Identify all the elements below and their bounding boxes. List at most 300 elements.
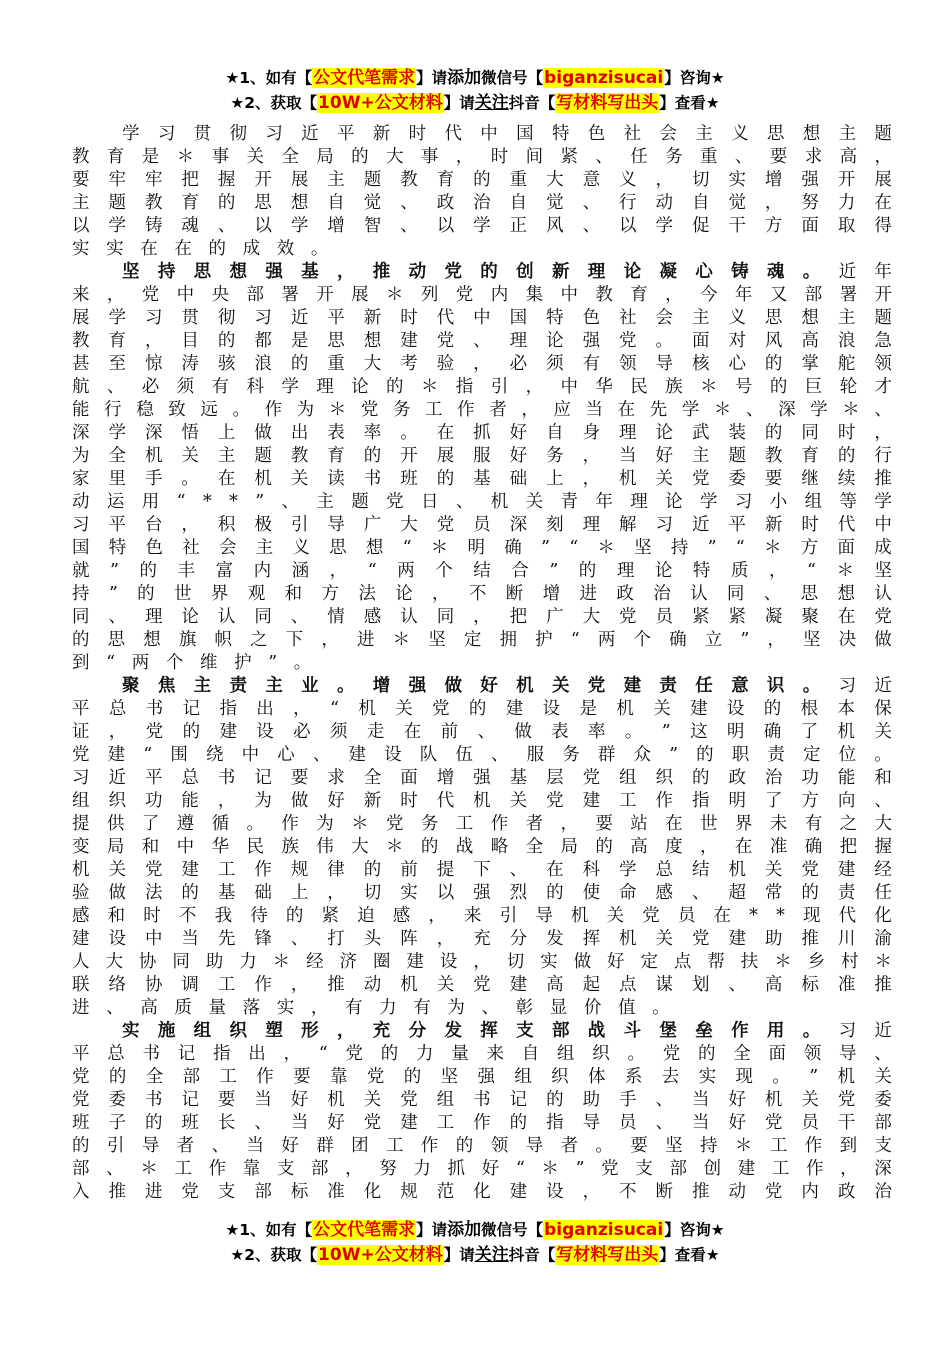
body-char: 实 — [698, 1067, 717, 1087]
body-char: 和 — [874, 768, 892, 788]
body-char: 社 — [619, 308, 637, 328]
body-char: 确 — [669, 630, 687, 650]
body-char: 协 — [138, 952, 157, 972]
heading-char: 强 — [408, 676, 427, 696]
body-char: 好 — [327, 1113, 345, 1133]
body-char: 主 — [255, 538, 274, 558]
body-char: 指 — [219, 699, 237, 719]
body-char: 内 — [490, 285, 509, 305]
body-char: 局 — [560, 837, 578, 857]
body-char: 考 — [400, 354, 418, 374]
body-char: 论 — [351, 377, 369, 397]
body-char: 教 — [595, 285, 613, 305]
body-char: 设 — [542, 699, 561, 719]
body-char: 广 — [363, 515, 382, 535]
body-char: 面 — [691, 331, 710, 351]
body-char: 为 — [296, 400, 315, 420]
body-char: 工 — [219, 1067, 237, 1087]
body-char: 的 — [363, 446, 382, 466]
body-char: 下 — [473, 860, 491, 880]
body-char: 间 — [525, 147, 544, 167]
body-char: 遵 — [176, 814, 195, 834]
body-char: 育 — [436, 170, 455, 190]
body-char: 、 — [655, 1113, 673, 1133]
body-char: 部 — [246, 285, 264, 305]
body-char: 。 — [655, 331, 673, 351]
body-char: 特 — [108, 538, 127, 558]
body-char: 法 — [358, 584, 376, 604]
body-char: 色 — [587, 124, 606, 144]
body-char: 族 — [281, 837, 299, 857]
body-char: 组 — [514, 1067, 532, 1087]
body-char: 悟 — [181, 423, 199, 443]
body-char: 村 — [841, 952, 859, 972]
body-char: 作 — [281, 814, 299, 834]
body-char: 党 — [473, 975, 491, 995]
body-char: 工 — [455, 814, 474, 834]
body-char: 党 — [619, 331, 637, 351]
body-char: 。 — [772, 1067, 790, 1087]
body-char: 党 — [601, 1159, 619, 1179]
heading-char: 魂 — [766, 262, 785, 282]
body-char: 、 — [734, 147, 753, 167]
body-char: 经 — [874, 860, 892, 880]
body-char: 学 — [108, 423, 126, 443]
body-char: 政 — [728, 768, 746, 788]
body-char: 点 — [619, 975, 637, 995]
top-banner — [0, 66, 950, 116]
body-char: 代 — [837, 515, 856, 535]
body-char: 的 — [595, 837, 613, 857]
body-char: 建 — [348, 745, 366, 765]
body-char: 责 — [767, 745, 785, 765]
body-char: 推 — [801, 929, 819, 949]
body-char: 深 — [778, 400, 796, 420]
body-char: 想 — [363, 331, 382, 351]
body-char: “ — [367, 561, 377, 581]
body-char: 央 — [211, 285, 230, 305]
body-char: 理 — [582, 515, 601, 535]
body-char: 建 — [406, 952, 424, 972]
body-line — [72, 169, 892, 192]
body-char: 动 — [72, 492, 90, 512]
body-char: 务 — [392, 400, 411, 420]
body-char: 认 — [217, 607, 236, 627]
banner-text: 】请 — [416, 69, 448, 87]
heading-char: 推 — [372, 262, 391, 282]
heading-char: 用 — [766, 1021, 785, 1041]
body-char: ， — [582, 469, 601, 489]
body-char: 使 — [582, 883, 601, 903]
body-char: 记 — [182, 699, 201, 719]
body-char: 觉 — [546, 193, 564, 213]
heading-char: 动 — [408, 262, 427, 282]
body-char: 民 — [630, 377, 648, 397]
body-char: 党 — [141, 285, 160, 305]
body-char: 大 — [386, 147, 404, 167]
body-char: 党 — [181, 1182, 199, 1202]
body-char: 推 — [108, 1182, 126, 1202]
body-char: 党 — [837, 1090, 856, 1110]
body-char: 党 — [764, 1113, 783, 1133]
heading-char: 责 — [229, 676, 247, 696]
body-char: 工 — [217, 860, 236, 880]
heading-char: 作 — [731, 1021, 749, 1041]
body-char: 点 — [673, 952, 692, 972]
body-char: 甚 — [72, 354, 90, 374]
body-char: 务 — [665, 147, 683, 167]
body-char: 断 — [505, 584, 524, 604]
banner-text: 】请 — [443, 94, 475, 112]
body-char: 结 — [473, 561, 491, 581]
body-line — [72, 790, 892, 813]
body-char: 色 — [582, 308, 601, 328]
banner-emphasis: 添加 — [447, 1220, 482, 1240]
body-char: 当 — [691, 1090, 710, 1110]
body-char: 设 — [256, 722, 274, 742]
body-char: 者 — [525, 814, 544, 834]
body-char: 智 — [363, 216, 382, 236]
heading-char: 建 — [623, 676, 642, 696]
body-char: 关 — [108, 860, 126, 880]
body-char: 这 — [690, 722, 708, 742]
body-char: 党 — [691, 929, 710, 949]
body-char: 高 — [801, 331, 819, 351]
body-char: 局 — [106, 837, 125, 857]
body-char: 坚 — [803, 630, 821, 650]
body-char: 主 — [837, 308, 856, 328]
body-line — [72, 1066, 892, 1089]
body-char: 题 — [874, 308, 892, 328]
body-line — [72, 1158, 892, 1181]
body-char: 、 — [217, 216, 236, 236]
body-char: 的 — [696, 745, 714, 765]
banner-text: ★1、如有【 — [225, 69, 313, 87]
body-char: 习 — [655, 515, 673, 535]
body-char: 总 — [108, 699, 127, 719]
body-char: 功 — [144, 791, 163, 811]
body-char: 习 — [72, 768, 90, 788]
body-char: 重 — [327, 354, 345, 374]
body-char: 工 — [771, 1159, 790, 1179]
body-char: 当 — [290, 1113, 309, 1133]
body-line — [72, 560, 892, 583]
body-line — [72, 422, 892, 445]
body-char: 机 — [570, 906, 589, 926]
body-char: 轮 — [839, 377, 858, 397]
body-char: 大 — [105, 952, 123, 972]
banner-highlight: 写材料写出头 — [556, 93, 659, 113]
body-char: 觉 — [728, 193, 746, 213]
body-char: 运 — [106, 492, 125, 512]
heading-char: 形 — [301, 1021, 319, 1041]
body-char: 党 — [801, 860, 819, 880]
body-char: 思 — [107, 630, 126, 650]
body-char: 定 — [803, 745, 821, 765]
body-char: ＊ — [351, 814, 369, 834]
body-char: 的 — [386, 377, 404, 397]
body-char: 出 — [256, 699, 274, 719]
body-line — [72, 1020, 892, 1043]
body-char: 聚 — [801, 607, 819, 627]
body-char: 任 — [874, 883, 892, 903]
body-char: 待 — [250, 906, 268, 926]
body-line-text: 进、高质量落实，有力有为、彰显价值。 — [72, 998, 687, 1018]
body-char: 层 — [546, 768, 564, 788]
body-char: 界 — [210, 584, 229, 604]
body-char: 员 — [677, 906, 696, 926]
body-char: 领 — [619, 354, 637, 374]
body-char: 明 — [467, 538, 486, 558]
heading-char: 部 — [551, 1021, 570, 1041]
body-char: 题 — [108, 193, 126, 213]
body-char: 迫 — [357, 906, 375, 926]
body-line — [72, 836, 892, 859]
body-char: ， — [840, 1159, 858, 1179]
body-char: 论 — [655, 423, 673, 443]
body-char: 到 — [839, 1136, 858, 1156]
body-char: 育 — [327, 446, 345, 466]
banner-text: ★2、获取【 — [230, 94, 318, 112]
body-char: ， — [329, 561, 348, 581]
body-char: 义 — [619, 170, 637, 190]
body-char: 党 — [436, 515, 455, 535]
body-char: 关 — [874, 1067, 892, 1087]
body-char: 面 — [837, 538, 855, 558]
heading-char: 做 — [444, 676, 462, 696]
body-line — [72, 238, 892, 261]
body-char: 众 — [633, 745, 651, 765]
body-line — [72, 330, 892, 353]
body-char: 做 — [290, 791, 309, 811]
heading-char: 铸 — [731, 262, 749, 282]
body-char: 部 — [874, 1113, 892, 1133]
body-char: 伍 — [455, 745, 473, 765]
banner-text: 】咨询★ — [664, 69, 725, 87]
body-char: 风 — [764, 331, 783, 351]
body-char: 当 — [691, 1113, 710, 1133]
banner-emphasis: 添加 — [447, 68, 482, 88]
body-char: 做 — [874, 630, 892, 650]
body-char: 的 — [290, 354, 309, 374]
body-char: 教 — [72, 331, 90, 351]
body-char: 关 — [395, 699, 413, 719]
body-char: 理 — [509, 331, 528, 351]
body-char: 署 — [839, 285, 858, 305]
body-line — [72, 468, 892, 491]
body-char: 大 — [546, 170, 564, 190]
body-char: 合 — [511, 561, 529, 581]
body-char: 表 — [551, 722, 569, 742]
body-char: 新 — [764, 515, 783, 535]
body-char: 时 — [408, 124, 427, 144]
body-char: 事 — [420, 147, 439, 167]
body-char: 服 — [473, 446, 491, 466]
body-char: 围 — [170, 745, 188, 765]
heading-char: 主 — [265, 676, 283, 696]
body-char: 建 — [690, 699, 708, 719]
body-char: ＊ — [140, 1159, 158, 1179]
heading-char: 挥 — [480, 1021, 498, 1041]
body-char: 主 — [838, 124, 857, 144]
body-char: 的 — [380, 1044, 399, 1064]
body-line — [72, 675, 892, 698]
body-char: 华 — [211, 837, 230, 857]
heading-char: 主 — [193, 676, 212, 696]
body-char: 建 — [400, 331, 418, 351]
body-char: 机 — [619, 929, 637, 949]
body-char: 变 — [72, 837, 90, 857]
body-char: 的 — [181, 883, 199, 903]
body-char: 丰 — [177, 561, 196, 581]
body-char: 同 — [801, 423, 819, 443]
body-char: 基 — [217, 883, 236, 903]
body-char: 基 — [509, 768, 528, 788]
body-char: 教 — [400, 170, 418, 190]
body-char: 引 — [106, 1136, 125, 1156]
body-char: 了 — [141, 814, 160, 834]
body-char: 家 — [72, 469, 90, 489]
body-char: 的 — [473, 170, 491, 190]
body-char: 渝 — [874, 929, 892, 949]
body-char: 验 — [72, 883, 90, 903]
body-char: 党 — [386, 814, 404, 834]
body-char: 继 — [801, 469, 819, 489]
body-char: 族 — [665, 377, 683, 397]
body-char: “ — [330, 699, 339, 719]
body-char: 感 — [363, 607, 382, 627]
body-char: 深 — [144, 423, 163, 443]
body-char: 又 — [769, 285, 788, 305]
body-line — [72, 192, 892, 215]
body-char: 建 — [72, 929, 90, 949]
body-char: 以 — [436, 883, 455, 903]
body-char: 促 — [691, 216, 710, 236]
body-char: 国 — [72, 538, 90, 558]
body-line — [72, 1043, 892, 1066]
body-char: 。 — [595, 1136, 613, 1156]
body-char: 全 — [363, 768, 382, 788]
body-char: ＊ — [734, 1136, 753, 1156]
body-char: 、 — [254, 1113, 272, 1133]
body-char: 在 — [874, 193, 892, 213]
banner-text: 】请 — [416, 1221, 448, 1239]
body-char: “ — [143, 745, 153, 765]
body-char: 增 — [542, 584, 561, 604]
body-char: 机 — [400, 975, 418, 995]
body-char: 想 — [837, 584, 855, 604]
body-char: 得 — [874, 216, 892, 236]
body-char: 指 — [455, 377, 474, 397]
body-char: 关 — [801, 1090, 819, 1110]
body-char: 助 — [205, 952, 224, 972]
body-char: 解 — [619, 515, 637, 535]
body-char: 团 — [351, 1136, 369, 1156]
body-char: 好 — [327, 791, 345, 811]
body-char: 以 — [436, 216, 455, 236]
body-char: 在 — [217, 469, 236, 489]
body-char: 子 — [108, 1113, 126, 1133]
body-char: 好 — [509, 446, 528, 466]
body-char: 掌 — [801, 354, 819, 374]
body-char: 阵 — [400, 929, 418, 949]
body-char: 年 — [874, 262, 892, 282]
body-char: 当 — [585, 400, 603, 420]
body-char: 署 — [281, 285, 299, 305]
body-char: 须 — [330, 722, 348, 742]
body-char: 织 — [551, 1067, 569, 1087]
body-char: 党 — [642, 906, 660, 926]
body-char: 引 — [499, 906, 518, 926]
body-char: 组 — [436, 1090, 455, 1110]
body-char: 责 — [837, 883, 856, 903]
body-char: 帮 — [707, 952, 725, 972]
body-char: “ — [569, 538, 579, 558]
body-char: 上 — [546, 469, 564, 489]
body-char: 规 — [400, 1182, 418, 1202]
body-char: 坚 — [874, 561, 892, 581]
body-char: 会 — [218, 538, 237, 558]
body-char: 。 — [246, 814, 264, 834]
heading-char: 机 — [516, 676, 534, 696]
heading-char: 的 — [480, 262, 498, 282]
body-char: 在 — [713, 906, 732, 926]
body-char: 全 — [525, 837, 544, 857]
body-char: 平 — [72, 1044, 90, 1064]
body-char: 靠 — [330, 1067, 348, 1087]
body-char: 为 — [72, 446, 90, 466]
body-char: 切 — [363, 883, 382, 903]
body-char: 领 — [490, 1136, 509, 1156]
body-char: 有 — [804, 814, 823, 834]
body-char: 作 — [490, 814, 509, 834]
body-char: 日 — [421, 492, 439, 512]
body-char: 同 — [72, 607, 90, 627]
body-char: ＊ — [272, 952, 291, 972]
body-char: 在 — [734, 837, 753, 857]
body-char: 总 — [655, 860, 673, 880]
body-char: 增 — [436, 768, 455, 788]
body-char: 要 — [290, 768, 309, 788]
body-char: 。 — [627, 1044, 645, 1064]
body-char: 关 — [436, 975, 455, 995]
body-char: 中 — [480, 124, 498, 144]
body-char: 导 — [141, 1136, 160, 1156]
body-char: 认 — [400, 607, 418, 627]
body-char: 和 — [107, 906, 126, 926]
body-char: 、 — [745, 400, 764, 420]
body-char: 圈 — [372, 952, 391, 972]
body-char: 员 — [619, 1113, 637, 1133]
body-char: 育 — [181, 193, 199, 213]
body-char: 高 — [630, 837, 648, 857]
body-char: 、 — [455, 492, 474, 512]
body-char: 会 — [659, 124, 677, 144]
body-line — [72, 767, 892, 790]
body-char: 习 — [734, 492, 753, 512]
body-char: ， — [768, 561, 787, 581]
heading-char: 好 — [480, 676, 498, 696]
body-char: 增 — [327, 216, 345, 236]
body-char: 结 — [691, 860, 710, 880]
heading-char: 支 — [516, 1021, 534, 1041]
body-char: ， — [321, 630, 339, 650]
heading-char: 充 — [372, 1021, 391, 1041]
body-char: ＊ — [836, 561, 854, 581]
body-char: 台 — [144, 515, 163, 535]
body-char: ， — [521, 400, 539, 420]
body-char: 时 — [837, 423, 856, 443]
